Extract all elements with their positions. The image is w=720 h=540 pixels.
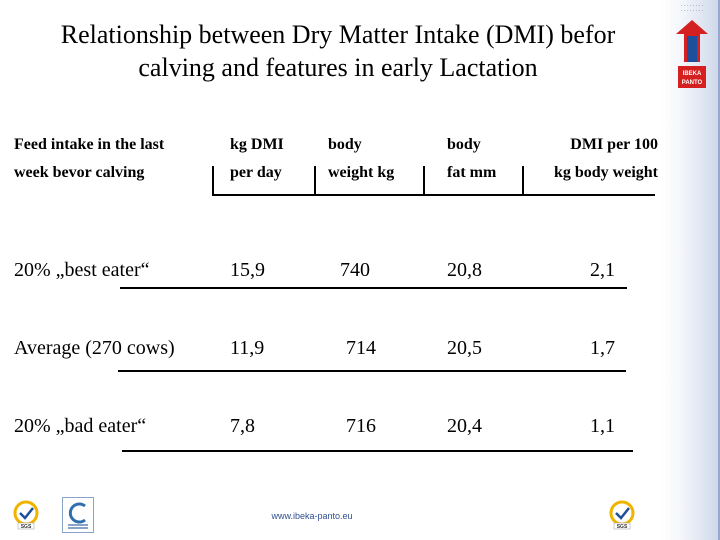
logo-tiny-text: · · · · · · · · · · · · · · · · xyxy=(680,3,704,14)
row3-dmi-per-100: 1,1 xyxy=(590,415,615,437)
header-divider-3 xyxy=(423,166,425,194)
header-col1-line1: Feed intake in the last xyxy=(14,136,165,153)
row1-group: 20% „best eater“ xyxy=(14,259,150,281)
header-col5-line2: kg body weight xyxy=(553,164,658,181)
header-col-body-weight xyxy=(328,131,394,187)
header-col5-line1: DMI per 100 xyxy=(570,136,658,153)
header-col-body-fat xyxy=(447,131,496,187)
certificate-icon xyxy=(63,498,93,532)
sgs-left-icon xyxy=(12,500,40,530)
row2-dmi: 11,9 xyxy=(230,337,265,359)
row1-underline xyxy=(120,287,627,289)
row2-group: Average (270 cows) xyxy=(14,337,175,359)
header-col3-line1: body xyxy=(328,136,362,153)
logo-graphic-icon xyxy=(668,14,716,94)
page-title xyxy=(20,18,656,84)
sgs-certification-logo-right xyxy=(608,500,636,530)
row3-weight: 716 xyxy=(346,415,376,437)
row3-underline xyxy=(122,450,633,452)
title-line-2: calving and features in early Lactation xyxy=(138,53,538,82)
title-line-1: Relationship between Dry Matter Intake (DMI) befor xyxy=(60,20,616,49)
row3-group: 20% „bad eater“ xyxy=(14,415,147,437)
logo-text-ibeka: IBEKA xyxy=(682,71,702,77)
row2-underline xyxy=(118,370,626,372)
header-col-dmi-per-100 xyxy=(530,131,658,187)
sgs-certification-logo-left xyxy=(12,500,40,530)
row2-fat: 20,5 xyxy=(447,337,482,359)
row3-fat: 20,4 xyxy=(447,415,482,437)
header-divider-1 xyxy=(212,166,214,194)
header-col4-line1: body xyxy=(447,136,481,153)
header-underline xyxy=(212,194,655,196)
ibeka-panto-logo xyxy=(668,4,716,94)
row1-fat: 20,8 xyxy=(447,259,482,281)
header-col2-line1: kg DMI xyxy=(230,136,284,153)
svg-text:SGS: SGS xyxy=(616,524,628,530)
header-col1-line2: week bevor calving xyxy=(14,164,145,181)
row2-weight: 714 xyxy=(346,337,376,359)
sgs-right-icon xyxy=(608,500,636,530)
row1-dmi-per-100: 2,1 xyxy=(590,259,615,281)
header-col2-line2: per day xyxy=(230,164,282,181)
row2-dmi-per-100: 1,7 xyxy=(590,337,615,359)
logo-text-panto: PANTO xyxy=(681,80,703,86)
certificate-logo xyxy=(62,497,94,533)
footer-url: www.ibeka-panto.eu xyxy=(271,511,353,521)
row3-dmi: 7,8 xyxy=(230,415,255,437)
header-divider-2 xyxy=(314,166,316,194)
row1-weight: 740 xyxy=(340,259,370,281)
header-divider-4 xyxy=(522,166,524,194)
header-col-kg-dmi xyxy=(230,131,284,187)
header-col-feed-intake xyxy=(14,131,164,187)
header-col3-line2: weight kg xyxy=(328,164,395,181)
row1-dmi: 15,9 xyxy=(230,259,265,281)
header-col4-line2: fat mm xyxy=(447,164,497,181)
svg-text:SGS: SGS xyxy=(20,524,32,530)
